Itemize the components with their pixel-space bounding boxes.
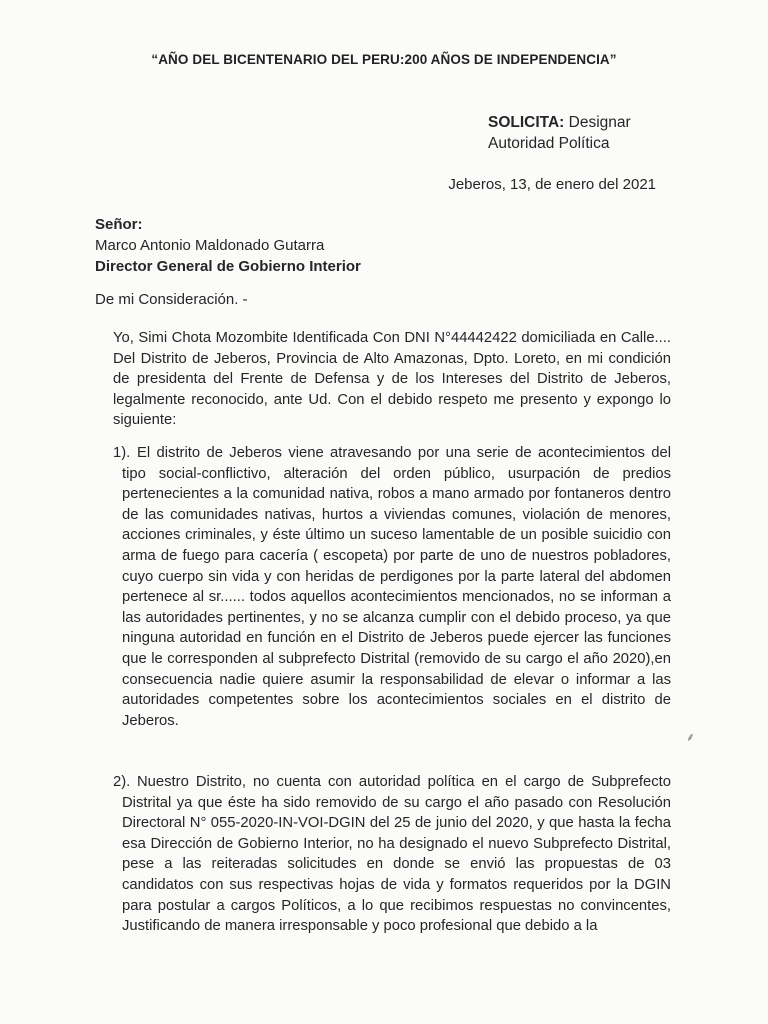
- numbered-item: [113, 443, 671, 731]
- document-date: Jeberos, 13, de enero del 2021: [448, 176, 656, 193]
- request-label: SOLICITA:: [488, 114, 565, 131]
- request-line-1: Designar: [568, 114, 631, 131]
- recipient-name: Marco Antonio Maldonado Gutarra: [95, 237, 325, 254]
- item-text: [122, 443, 671, 731]
- document-headline: “AÑO DEL BICENTENARIO DEL PERU:200 AÑOS DE INDEPENDENCIA”: [151, 52, 617, 67]
- item-text-content: Nuestro Distrito, no cuenta con autoridad política en el cargo de Subprefecto Distrital ya que éste ha sido removido de su cargo el año pasado con Resolución Directoral N° 055-2020-IN-VOI-DGIN del 25 de junio del 2020, y que hasta la fecha esa Dirección de Gobierno Interior, no ha designado el nuevo Subprefecto Distrital, pese a las reiteradas solicitudes en donde se envió las propuestas de 03 candidatos con sus respectivas hojas de vida y formatos requeridos por la DGIN para postular a cargos Políticos, a lo que recibimos respuestas no convincentes, Justificando de manera irresponsable y poco profesional que debido a la: [122, 774, 671, 935]
- recipient-salutation: Señor:: [95, 216, 143, 233]
- item-text-content: El distrito de Jeberos viene atravesando por una serie de acontecimientos del tipo social-conflictivo, alteración del orden público, usurpación de predios pertenecientes a la comunidad nativa, robos a mano armado por fontaneros dentro de las comunidades nativas, hurtos a viviendas comunes, violación de menores, acciones criminales, y éste último un suceso lamentable de un posible suicidio con arma de fuego para cacería ( escopeta) por parte de uno de nuestros pobladores, cuyo cuerpo sin vida y con heridas de perdigones por la parte lateral del abdomen pertenece al sr...... todos aquellos acontecimientos mencionados, no se informan a las autoridades pertinentes, y no se alcanza cumplir con el debido proceso, ya que ninguna autoridad en función en el Distrito de Jeberos puede ejercer las funciones que le corresponden al subprefecto Distrital (removido de su cargo el año 2020),en consecuencia nadie quiere asumir la responsabilidad de elevar o informar a las autoridades competentes sobre los acontecimientos sociales en el distrito de Jeberos.: [122, 445, 671, 729]
- request-line-2: Autoridad Política: [488, 135, 610, 152]
- greeting: De mi Consideración. -: [95, 291, 248, 308]
- intro-paragraph: Yo, Simi Chota Mozombite Identificada Con DNI N°44442422 domiciliada en Calle.... Del Distrito de Jeberos, Provincia de Alto Amazonas, Dpto. Loreto, en mi condición de presidenta del Frente de Defensa y de los Intereses del Distrito de Jeberos, legalmente reconocido, ante Ud. Con el debido respeto me presento y expongo lo siguiente:: [113, 330, 671, 429]
- item-number: 2).: [113, 774, 131, 790]
- recipient-block: [95, 214, 655, 277]
- request-subject: [488, 112, 748, 154]
- item-text: [122, 772, 671, 937]
- recipient-position: Director General de Gobierno Interior: [95, 258, 361, 275]
- stray-mark: ⸙: [686, 730, 696, 744]
- item-number: 1).: [113, 445, 131, 461]
- numbered-item: [113, 772, 671, 937]
